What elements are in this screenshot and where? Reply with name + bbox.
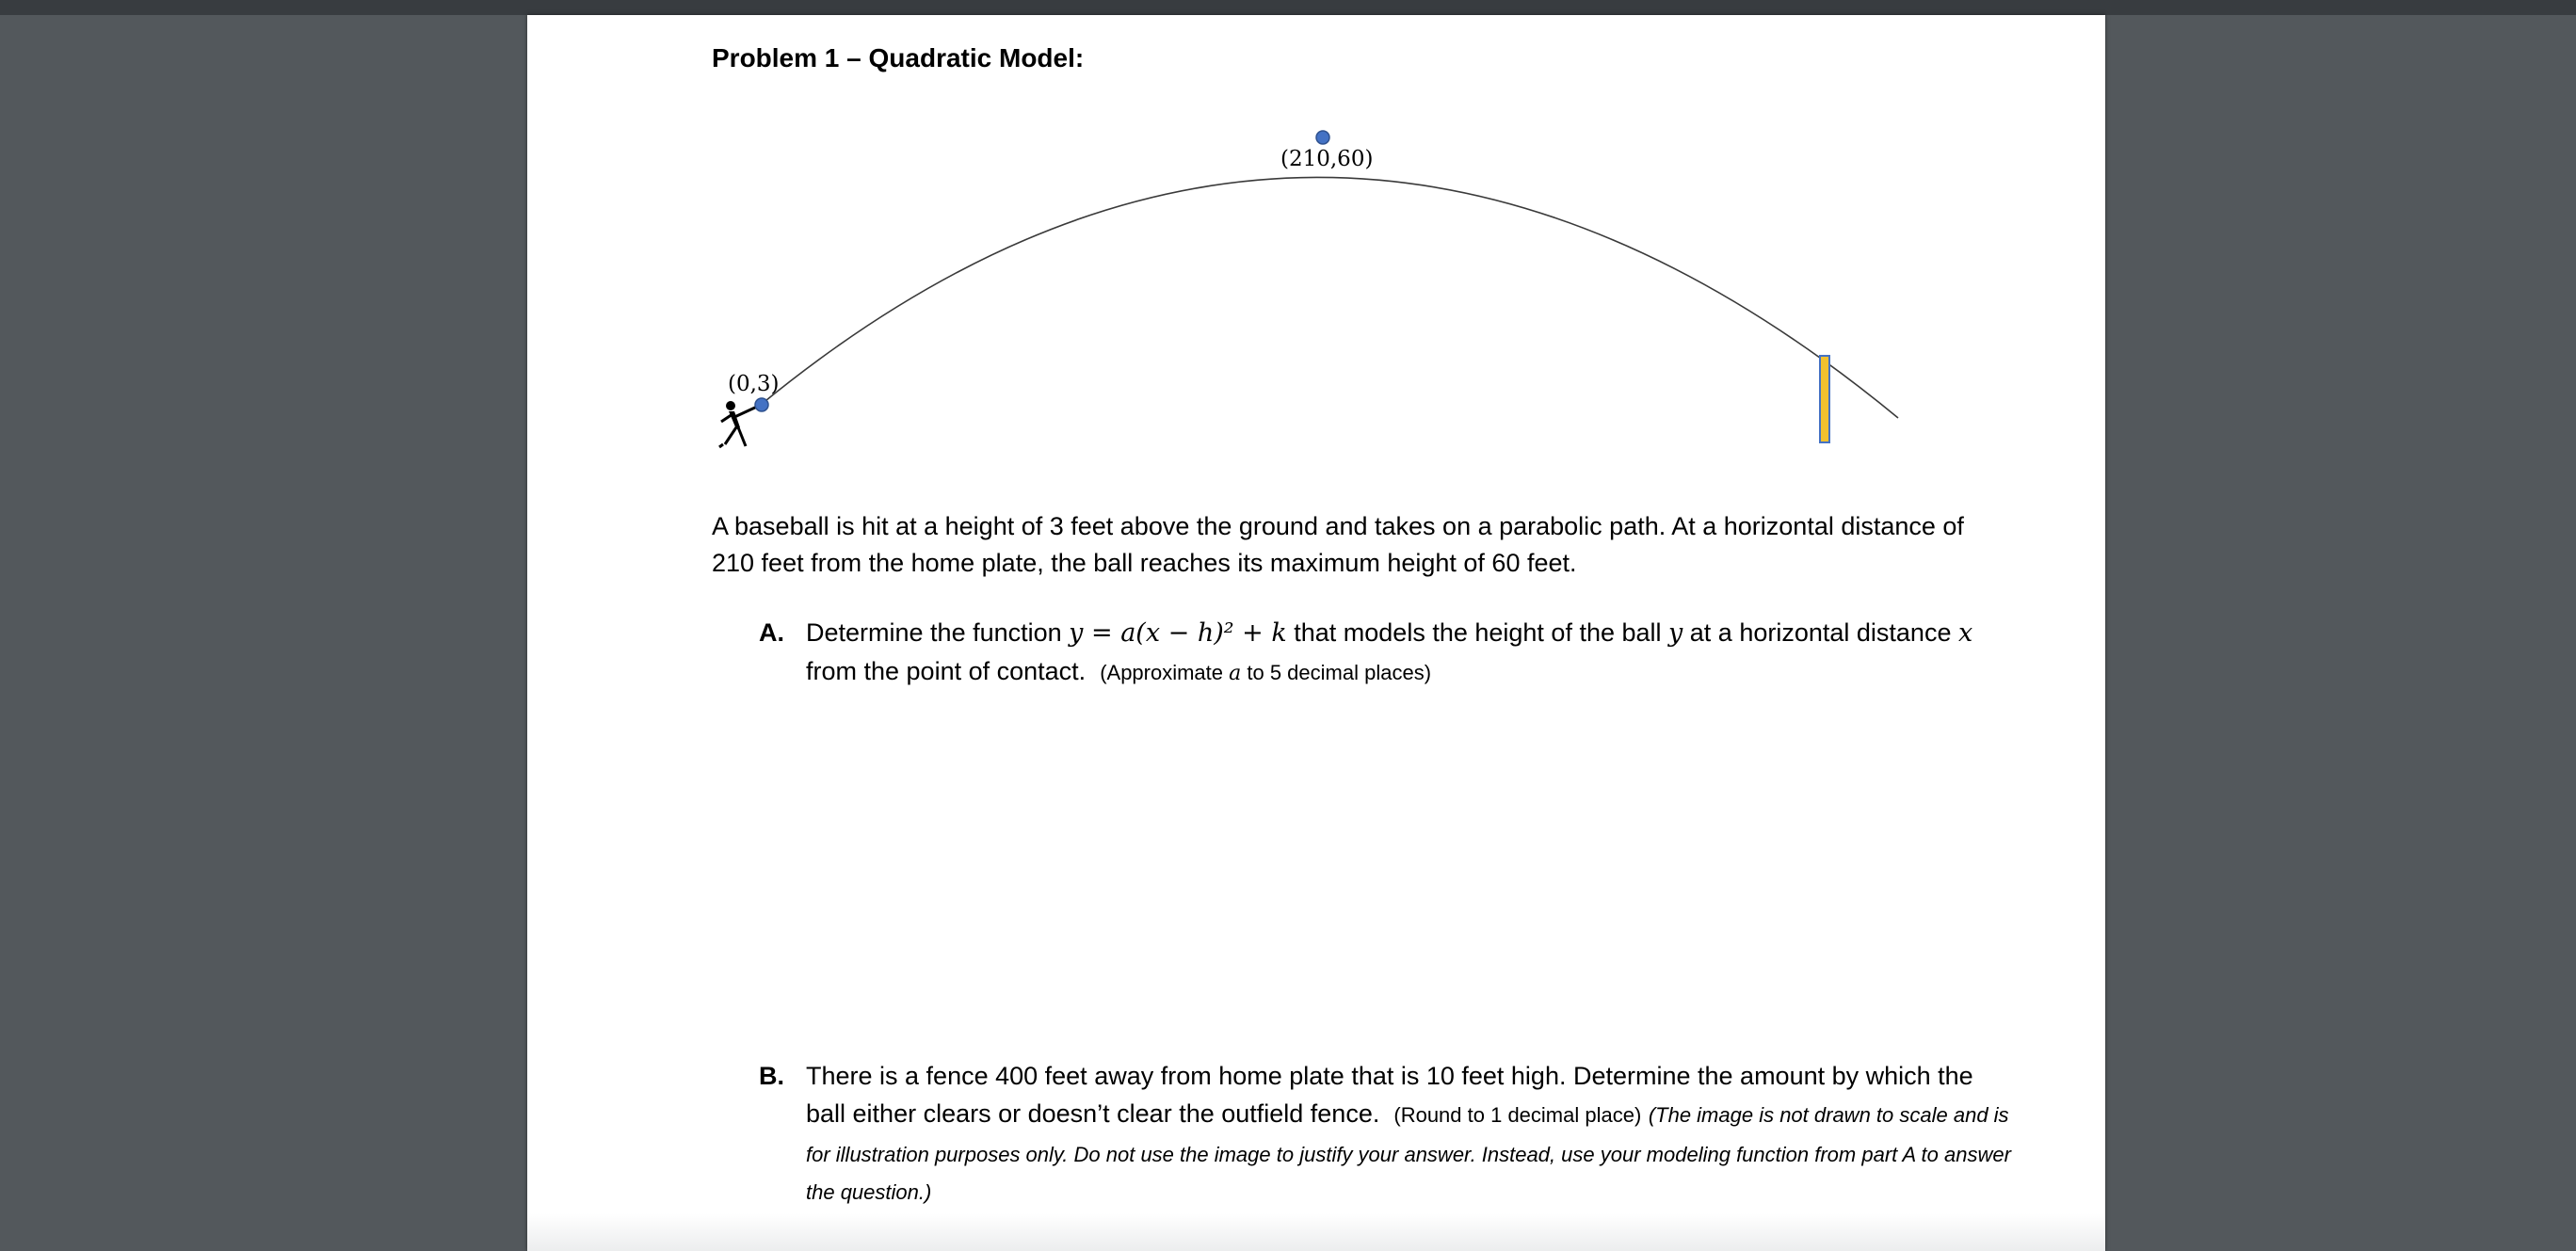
ball-trajectory-curve <box>761 177 1898 418</box>
vertex-point-label: (210,60) <box>1280 147 1374 171</box>
question-a-letter: A. <box>759 618 784 647</box>
fence-marker <box>1820 356 1829 442</box>
trajectory-figure <box>527 15 2105 486</box>
question-a-text-after: at a horizontal distance <box>1682 618 1958 647</box>
question-a-text: Determine the function <box>806 618 1070 647</box>
question-b-body <box>806 1057 2011 1210</box>
ball-start-point <box>755 398 768 411</box>
intro-paragraph: A baseball is hit at a height of 3 feet above the ground and takes on a parabolic path. At a horizontal distance of 210 feet from the home plate, the ball reaches its maximum height of 60 feet. <box>712 512 1964 577</box>
question-a-text-middle: that models the height of the ball <box>1286 618 1669 647</box>
hint-text-after: to 5 decimal places) <box>1241 661 1432 684</box>
page-bottom-edge <box>527 1213 2105 1251</box>
variable-y: y <box>1668 618 1683 648</box>
scale-disclaimer-note: (The image is not drawn to scale and is for illustration purposes only. Do not use the image to justify your answer. Instead, use your modeling function from part A to answer the question.) <box>806 1103 2011 1204</box>
start-point-label: (0,3) <box>728 372 780 396</box>
question-a <box>759 614 2011 693</box>
question-b <box>759 1057 2011 1210</box>
rounding-hint: (Round to 1 decimal place) <box>1393 1103 1642 1127</box>
question-a-body <box>806 614 2011 693</box>
hint-variable-a: a <box>1229 662 1242 685</box>
document-page <box>527 15 2105 1251</box>
batter-silhouette-icon <box>719 401 757 447</box>
quadratic-formula: y = a(x − h)² + k <box>1069 618 1287 648</box>
question-b-text: There is a fence 400 feet away from home plate that is 10 feet high. Determine the amount by which the ball either clears or doesn’t clear the outfield fence. <box>806 1062 1973 1128</box>
ball-vertex-point <box>1316 131 1329 144</box>
question-a-text-end: from the point of contact. <box>806 657 1087 685</box>
question-b-letter: B. <box>759 1062 784 1090</box>
variable-x: x <box>1957 618 1973 648</box>
hint-text-before: (Approximate <box>1100 661 1230 684</box>
problem-title: Problem 1 – Quadratic Model: <box>712 43 1085 72</box>
viewer-toolbar <box>0 0 2576 15</box>
approximation-hint <box>1100 661 1431 684</box>
